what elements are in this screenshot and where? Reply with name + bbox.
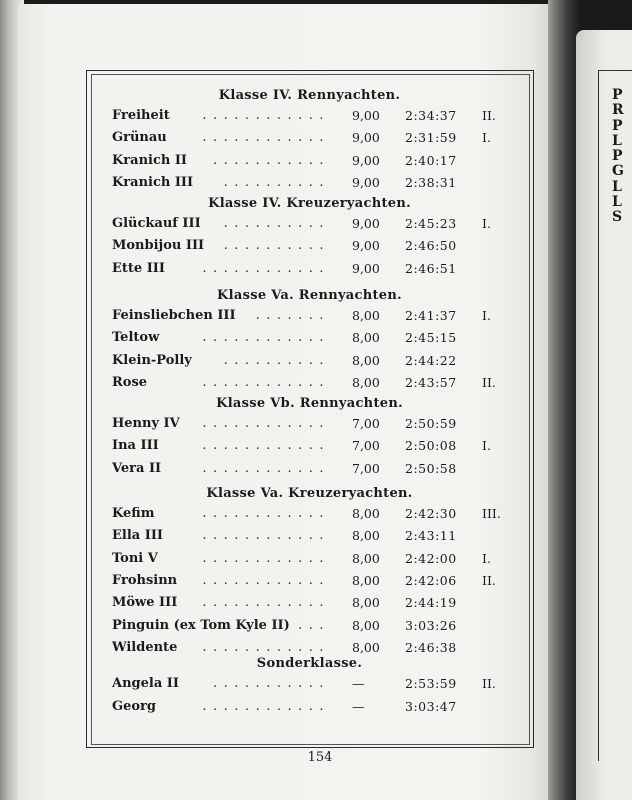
section-title: Klasse IV. Kreuzeryachten. (208, 196, 411, 211)
yacht-name: Henny IV (112, 416, 180, 431)
result-row (112, 551, 522, 571)
result-row (112, 461, 522, 481)
factor-value: 9,00 (352, 174, 380, 190)
race-time: 2:50:58 (405, 460, 457, 476)
yacht-name: Kranich III (112, 174, 194, 190)
page-number: 154 (307, 750, 333, 765)
race-time: 2:42:30 (405, 506, 457, 521)
result-row (112, 416, 522, 436)
race-time: 2:53:59 (405, 676, 457, 691)
yacht-name: Pinguin (ex Tom Kyle II) (112, 617, 290, 633)
facing-page-letter: P (612, 148, 623, 165)
leader-dots: .......... (223, 174, 330, 190)
factor-value: 8,00 (352, 506, 380, 521)
race-time: 3:03:26 (405, 617, 457, 633)
race-time: 2:45:23 (405, 216, 457, 231)
result-row (112, 676, 522, 696)
leader-dots: ............ (202, 639, 330, 655)
yacht-name: Teltow (112, 330, 160, 346)
leader-dots: ............ (202, 260, 330, 276)
race-time: 2:43:57 (405, 374, 457, 390)
yacht-name: Glückauf III (112, 216, 201, 231)
race-time: 2:44:22 (405, 352, 457, 368)
leader-dots: ............ (202, 130, 330, 146)
result-row (112, 573, 522, 593)
result-row (112, 108, 522, 128)
factor-value: 8,00 (352, 639, 380, 655)
yacht-name: Wildente (112, 639, 178, 655)
race-time: 2:43:11 (405, 528, 457, 544)
yacht-name: Grünau (112, 130, 167, 146)
leader-dots: .......... (223, 216, 330, 231)
yacht-name: Klein-Polly (112, 352, 192, 368)
result-row (112, 595, 522, 615)
race-time: 2:50:08 (405, 438, 457, 454)
factor-value: 8,00 (352, 374, 380, 390)
yacht-name: Toni V (112, 550, 158, 566)
result-row (112, 153, 522, 173)
section-title: Klasse IV. Rennyachten. (218, 88, 401, 103)
yacht-name: Ette III (112, 260, 165, 276)
result-row (112, 375, 522, 395)
leader-dots: ............ (202, 438, 330, 454)
facing-page-letter: P (612, 117, 623, 134)
factor-value: 8,00 (352, 308, 380, 323)
race-time: 2:38:31 (405, 174, 457, 190)
race-time: 2:45:15 (405, 330, 457, 346)
leader-dots: ............ (202, 528, 330, 544)
factor-value: 9,00 (352, 216, 380, 231)
yacht-name: Möwe III (112, 595, 178, 611)
leader-dots: ........... (213, 676, 330, 691)
facing-page-letter: L (612, 194, 622, 211)
prize-rank: I. (482, 308, 491, 323)
yacht-name: Freiheit (112, 108, 170, 123)
prize-rank: II. (482, 108, 496, 123)
factor-value: 8,00 (352, 550, 380, 566)
factor-value: 7,00 (352, 460, 380, 476)
leader-dots: ............ (202, 460, 330, 476)
section-title: Klasse Vb. Rennyachten. (216, 396, 403, 411)
factor-value: 8,00 (352, 617, 380, 633)
factor-value: 7,00 (352, 416, 380, 431)
prize-rank: III. (482, 506, 501, 521)
yacht-name: Kefim (112, 506, 155, 521)
race-time: 2:31:59 (405, 130, 457, 146)
facing-page-letter: L (612, 132, 622, 149)
facing-page-letter: P (612, 87, 623, 103)
factor-value: 8,00 (352, 330, 380, 346)
prize-rank: II. (482, 676, 496, 691)
result-row (112, 238, 522, 258)
facing-page-letter: R (612, 102, 624, 119)
leader-dots: .......... (223, 238, 330, 254)
race-time: 2:41:37 (405, 308, 457, 323)
race-time: 2:50:59 (405, 416, 457, 431)
factor-value: 8,00 (352, 528, 380, 544)
leader-dots: ............ (202, 698, 330, 714)
yacht-name: Ella III (112, 528, 163, 544)
factor-value: 9,00 (352, 238, 380, 254)
facing-page-letter: G (612, 163, 624, 180)
leader-dots: ............ (202, 572, 330, 588)
race-time: 2:46:51 (405, 260, 457, 276)
yacht-name: Kranich II (112, 152, 188, 168)
factor-value: 9,00 (352, 108, 380, 123)
factor-value: 8,00 (352, 595, 380, 611)
result-row (112, 528, 522, 548)
result-row (112, 130, 522, 150)
factor-value: 9,00 (352, 152, 380, 168)
leader-dots: ............ (202, 374, 330, 390)
race-time: 2:40:17 (405, 152, 457, 168)
result-row (112, 175, 522, 195)
yacht-name: Angela II (112, 676, 179, 691)
race-time: 2:46:38 (405, 639, 457, 655)
leader-dots: ........... (213, 152, 330, 168)
section-title: Sonderklasse. (256, 656, 363, 671)
section-title: Klasse Va. Kreuzeryachten. (206, 486, 413, 501)
yacht-name: Monbijou III (112, 238, 205, 254)
leader-dots: ............ (202, 506, 330, 521)
result-row (112, 353, 522, 373)
prize-rank: II. (482, 572, 496, 588)
factor-value: — (352, 676, 365, 691)
facing-page-letter: S (612, 209, 623, 226)
factor-value: — (352, 698, 365, 714)
race-time: 2:44:19 (405, 595, 457, 611)
yacht-name: Feinsliebchen III (112, 308, 236, 323)
yacht-name: Rose (112, 374, 148, 390)
leader-dots: ............ (202, 330, 330, 346)
result-row (112, 216, 522, 236)
facing-page-letters (612, 88, 624, 226)
yacht-name: Vera II (112, 460, 162, 476)
result-row (112, 261, 522, 281)
factor-value: 9,00 (352, 130, 380, 146)
leader-dots: ............ (202, 108, 330, 123)
result-row (112, 699, 522, 719)
race-time: 2:34:37 (405, 108, 457, 123)
leader-dots: ............ (202, 550, 330, 566)
yacht-name: Ina III (112, 438, 159, 454)
prize-rank: I. (482, 550, 491, 566)
result-row (112, 308, 522, 328)
result-row (112, 618, 522, 638)
factor-value: 9,00 (352, 260, 380, 276)
race-time: 3:03:47 (405, 698, 457, 714)
leader-dots: .......... (223, 352, 330, 368)
leader-dots: ............ (202, 416, 330, 431)
leader-dots: ............ (202, 595, 330, 611)
prize-rank: II. (482, 374, 496, 390)
facing-page-letter: L (612, 178, 622, 195)
prize-rank: I. (482, 438, 491, 454)
prize-rank: I. (482, 130, 491, 146)
factor-value: 7,00 (352, 438, 380, 454)
prize-rank: I. (482, 216, 491, 231)
race-time: 2:42:00 (405, 550, 457, 566)
leader-dots: ... (298, 617, 330, 633)
race-time: 2:46:50 (405, 238, 457, 254)
yacht-name: Georg (112, 698, 156, 714)
yacht-name: Frohsinn (112, 572, 178, 588)
factor-value: 8,00 (352, 352, 380, 368)
result-row (112, 330, 522, 350)
section-title: Klasse Va. Rennyachten. (217, 288, 402, 303)
factor-value: 8,00 (352, 572, 380, 588)
leader-dots: ....... (255, 308, 330, 323)
race-time: 2:42:06 (405, 572, 457, 588)
result-row (112, 506, 522, 526)
result-row (112, 438, 522, 458)
